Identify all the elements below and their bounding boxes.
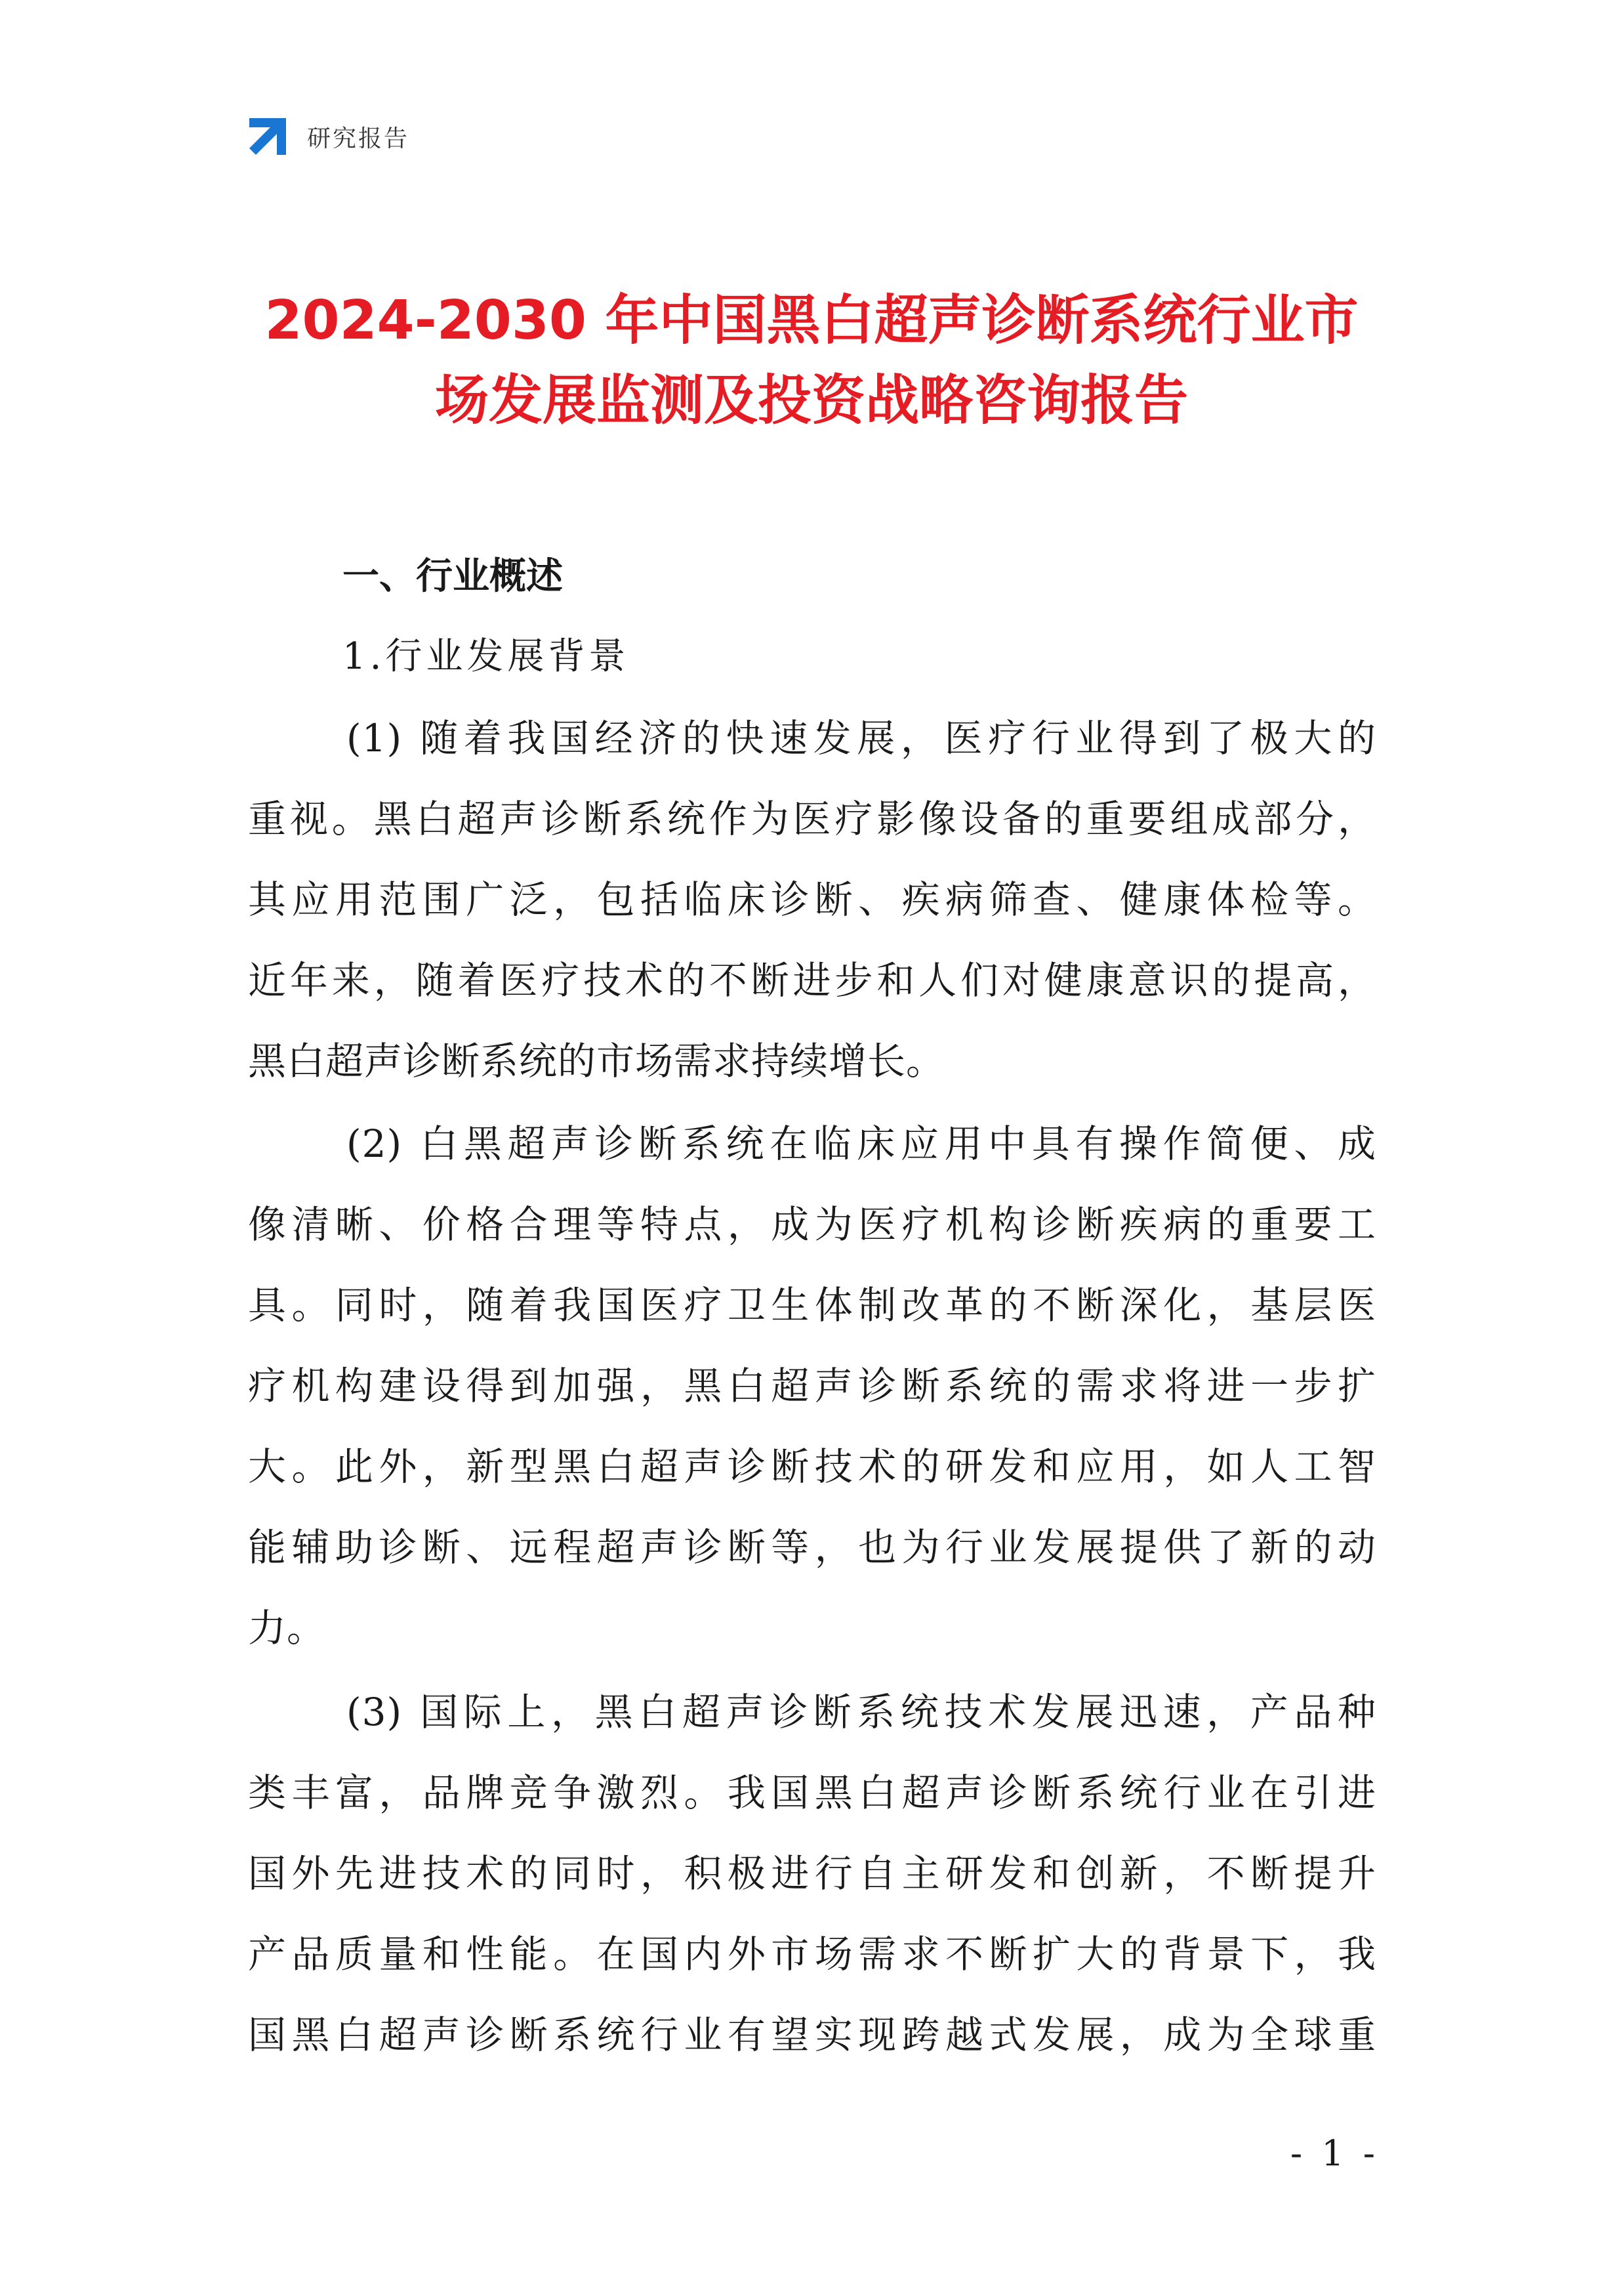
subsection-heading: 1.行业发展背景 — [342, 635, 630, 678]
page-number: - 1 - — [1290, 2133, 1379, 2174]
paragraph-line: (1) 随着我国经济的快速发展，医疗行业得到了极大的 — [346, 716, 1376, 761]
paragraph-line: 近年来，随着医疗技术的不断进步和人们对健康意识的提高， — [248, 958, 1376, 1003]
paragraph-line: (3) 国际上，黑白超声诊断系统技术发展迅速，产品种 — [346, 1690, 1376, 1734]
report-header — [244, 113, 409, 160]
paragraph-line: 产品质量和性能。在国内外市场需求不断扩大的背景下，我 — [248, 1932, 1376, 1976]
paragraph-line: 大。此外，新型黑白超声诊断技术的研发和应用，如人工智 — [248, 1444, 1376, 1489]
paragraph-line: 能辅助诊断、远程超声诊断等，也为行业发展提供了新的动 — [248, 1525, 1376, 1570]
title-line-2: 场发展监测及投资战略咨询报告 — [434, 369, 1188, 432]
paragraph-line: 像清晰、价格合理等特点，成为医疗机构诊断疾病的重要工 — [248, 1202, 1376, 1247]
paragraph-line: 类丰富，品牌竞争激烈。我国黑白超声诊断系统行业在引进 — [248, 1770, 1376, 1815]
paragraph-3 — [248, 1672, 1376, 2076]
paragraph-line: 重视。黑白超声诊断系统作为医疗影像设备的重要组成部分， — [248, 797, 1376, 841]
title-line-1: 2024-2030 年中国黑白超声诊断系统行业市 — [264, 289, 1359, 352]
paragraph-1 — [248, 698, 1376, 1102]
paragraph-line: 国黑白超声诊断系统行业有望实现跨越式发展，成为全球重 — [248, 2013, 1376, 2057]
paragraph-line: (2) 白黑超声诊断系统在临床应用中具有操作简便、成 — [346, 1121, 1376, 1166]
paragraph-line: 疗机构建设得到加强，黑白超声诊断系统的需求将进一步扩 — [248, 1364, 1376, 1408]
section-heading: 一、行业概述 — [342, 555, 563, 598]
paragraph-2 — [248, 1104, 1376, 1669]
arrow-logo-icon — [244, 113, 291, 160]
paragraph-line: 国外先进技术的同时，积极进行自主研发和创新，不断提升 — [248, 1851, 1376, 1896]
paragraph-line: 黑白超声诊断系统的市场需求持续增长。 — [248, 1039, 945, 1083]
paragraph-line: 力。 — [248, 1606, 326, 1650]
paragraph-line: 具。同时，随着我国医疗卫生体制改革的不断深化，基层医 — [248, 1283, 1376, 1327]
report-title — [244, 281, 1379, 441]
header-label: 研究报告 — [307, 125, 410, 152]
paragraph-line: 其应用范围广泛，包括临床诊断、疾病筛查、健康体检等。 — [248, 877, 1376, 922]
